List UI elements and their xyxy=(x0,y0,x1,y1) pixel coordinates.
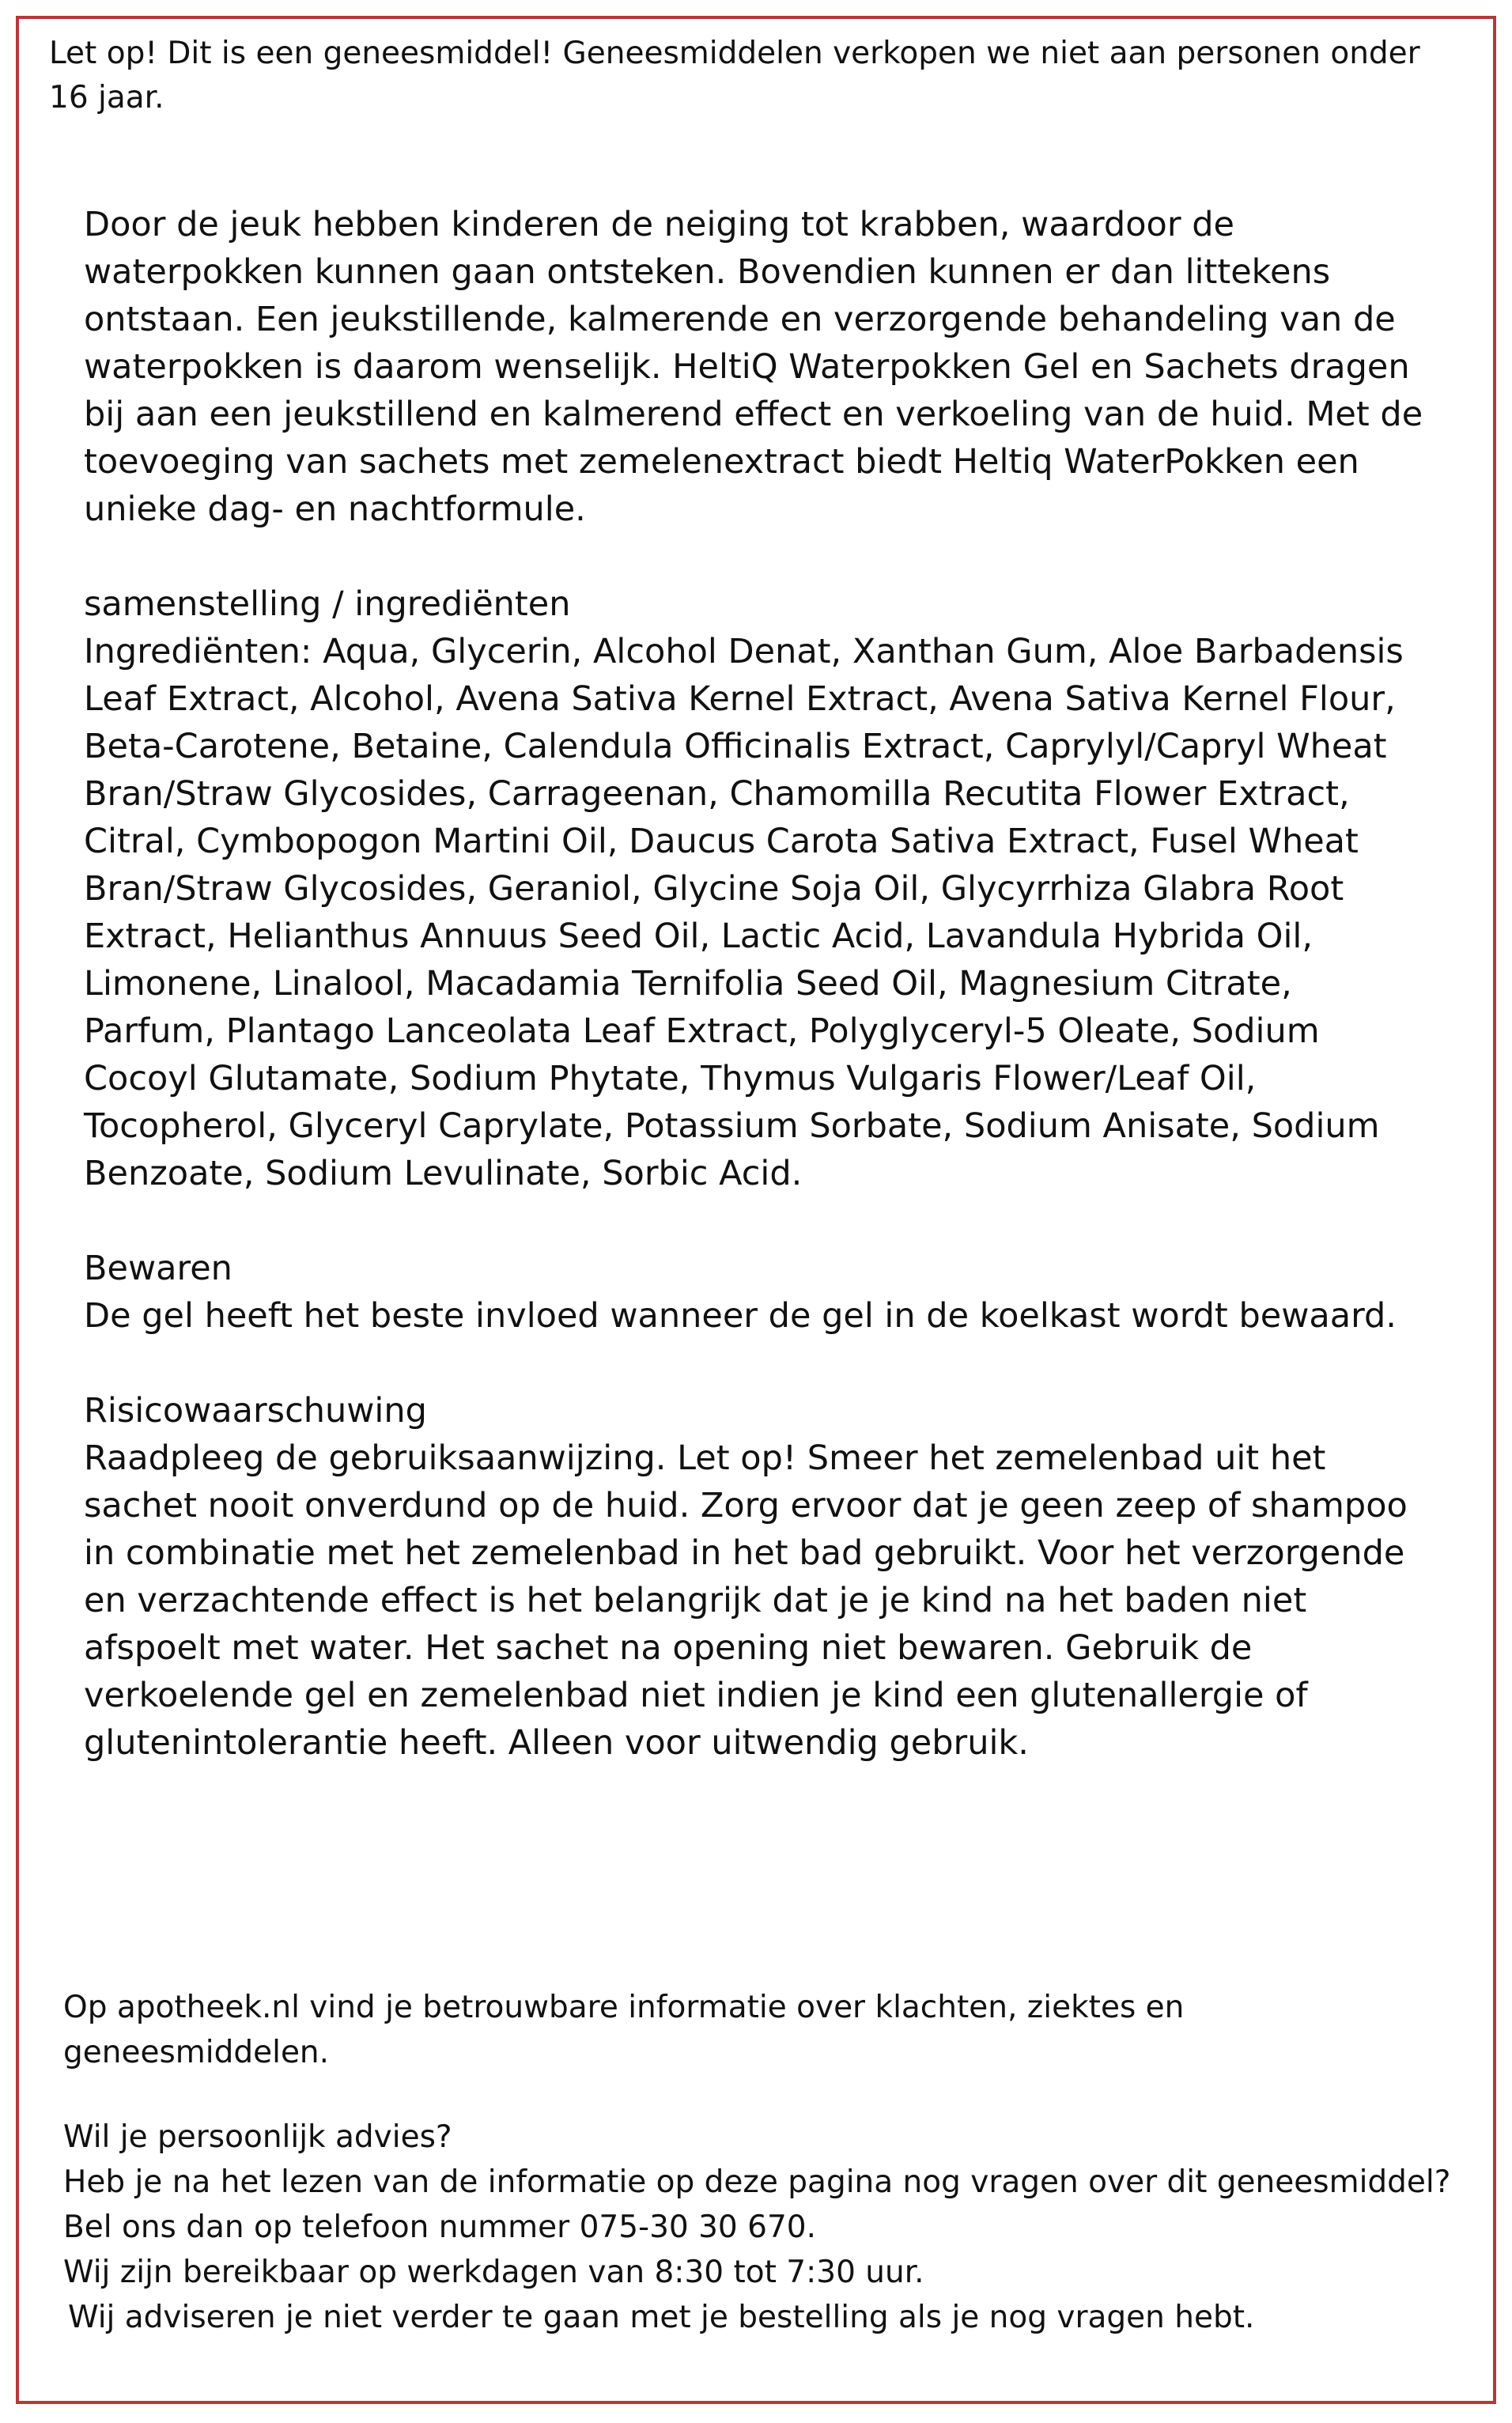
spacer xyxy=(84,533,1428,580)
product-information xyxy=(84,201,1428,1767)
ingredients-list: Ingrediënten: Aqua, Glycerin, Alcohol Denat, Xanthan Gum, Aloe Barbadensis Leaf Extract, Alcohol, Avena Sativa Kernel Extract, Avena Sativa Kernel Flour, Beta-Carotene, Betaine, Calendula Officinalis Extract, Caprylyl/Capryl Wheat Bran/Straw Glycosides, Carrageenan, Chamomilla Recutita Flower Extract, Citral, Cymbopogon Martini Oil, Daucus Carota Sativa Extract, Fusel Wheat Bran/Straw Glycosides, Geraniol, Glycine Soja Oil, Glycyrrhiza Glabra Root Extract, Helianthus Annuus Seed Oil, Lactic Acid, Lavandula Hybrida Oil, Limonene, Linalool, Macadamia Ternifolia Seed Oil, Magnesium Citrate, Parfum, Plantago Lanceolata Leaf Extract, Polyglyceryl-5 Oleate, Sodium Cocoyl Glutamate, Sodium Phytate, Thymus Vulgaris Flower/Leaf Oil, Tocopherol, Glyceryl Caprylate, Potassium Sorbate, Sodium Anisate, Sodium Benzoate, Sodium Levulinate, Sorbic Acid. xyxy=(84,632,1404,1193)
spacer xyxy=(84,1197,1428,1245)
ingredients-heading: samenstelling / ingrediënten xyxy=(84,584,571,624)
age-warning: Let op! Dit is een geneesmiddel! Geneesmiddelen verkopen we niet aan personen onder 16 jaar. xyxy=(49,36,1420,115)
opening-hours: Wij zijn bereikbaar op werkdagen van 8:30 tot 7:30 uur. xyxy=(63,2255,924,2290)
advice-heading: Wil je persoonlijk advies? xyxy=(63,2119,452,2155)
storage-heading: Bewaren xyxy=(84,1249,232,1288)
pharmacy-footer xyxy=(63,1985,1455,2340)
advice-text: Heb je na het lezen van de informatie op deze pagina nog vragen over dit geneesmiddel? Bel ons dan op telefoon nummer 075-30 30 670. xyxy=(63,2164,1451,2245)
spacer xyxy=(84,1340,1428,1387)
order-advice: Wij adviseren je niet verder te gaan met je bestelling als je nog vragen hebt. xyxy=(68,2300,1255,2335)
storage-text: De gel heeft het beste invloed wanneer de gel in de koelkast wordt bewaard. xyxy=(84,1296,1397,1336)
spacer xyxy=(63,2075,1455,2115)
risk-heading: Risicowaarschuwing xyxy=(84,1391,427,1431)
product-description: Door de jeuk hebben kinderen de neiging tot krabben, waardoor de waterpokken kunnen gaan ontsteken. Bovendien kunnen er dan littekens ontstaan. Een jeukstillende, kalmerende en verzorgende behandeling van de waterpokken is daarom wenselijk. HeltiQ Waterpokken Gel en Sachets dragen bij aan een jeukstillend en kalmerend effect en verkoeling van de huid. Met de toevoeging van sachets met zemelenextract biedt Heltiq WaterPokken een unieke dag- en nachtformule. xyxy=(84,205,1423,529)
risk-text: Raadpleeg de gebruiksaanwijzing. Let op! Smeer het zemelenbad uit het sachet nooit onverdund op de huid. Zorg ervoor dat je geen zeep of shampoo in combinatie met het zemelenbad in het bad gebruikt. Voor het verzorgende en verzachtende effect is het belangrijk dat je je kind na het baden niet afspoelt met water. Het sachet na opening niet bewaren. Gebruik de verkoelende gel en zemelenbad niet indien je kind een glutenallergie of glutenintolerantie heeft. Alleen voor uitwendig gebruik. xyxy=(84,1438,1408,1763)
apotheek-info: Op apotheek.nl vind je betrouwbare informatie over klachten, ziektes en geneesmiddelen. xyxy=(63,1990,1185,2070)
